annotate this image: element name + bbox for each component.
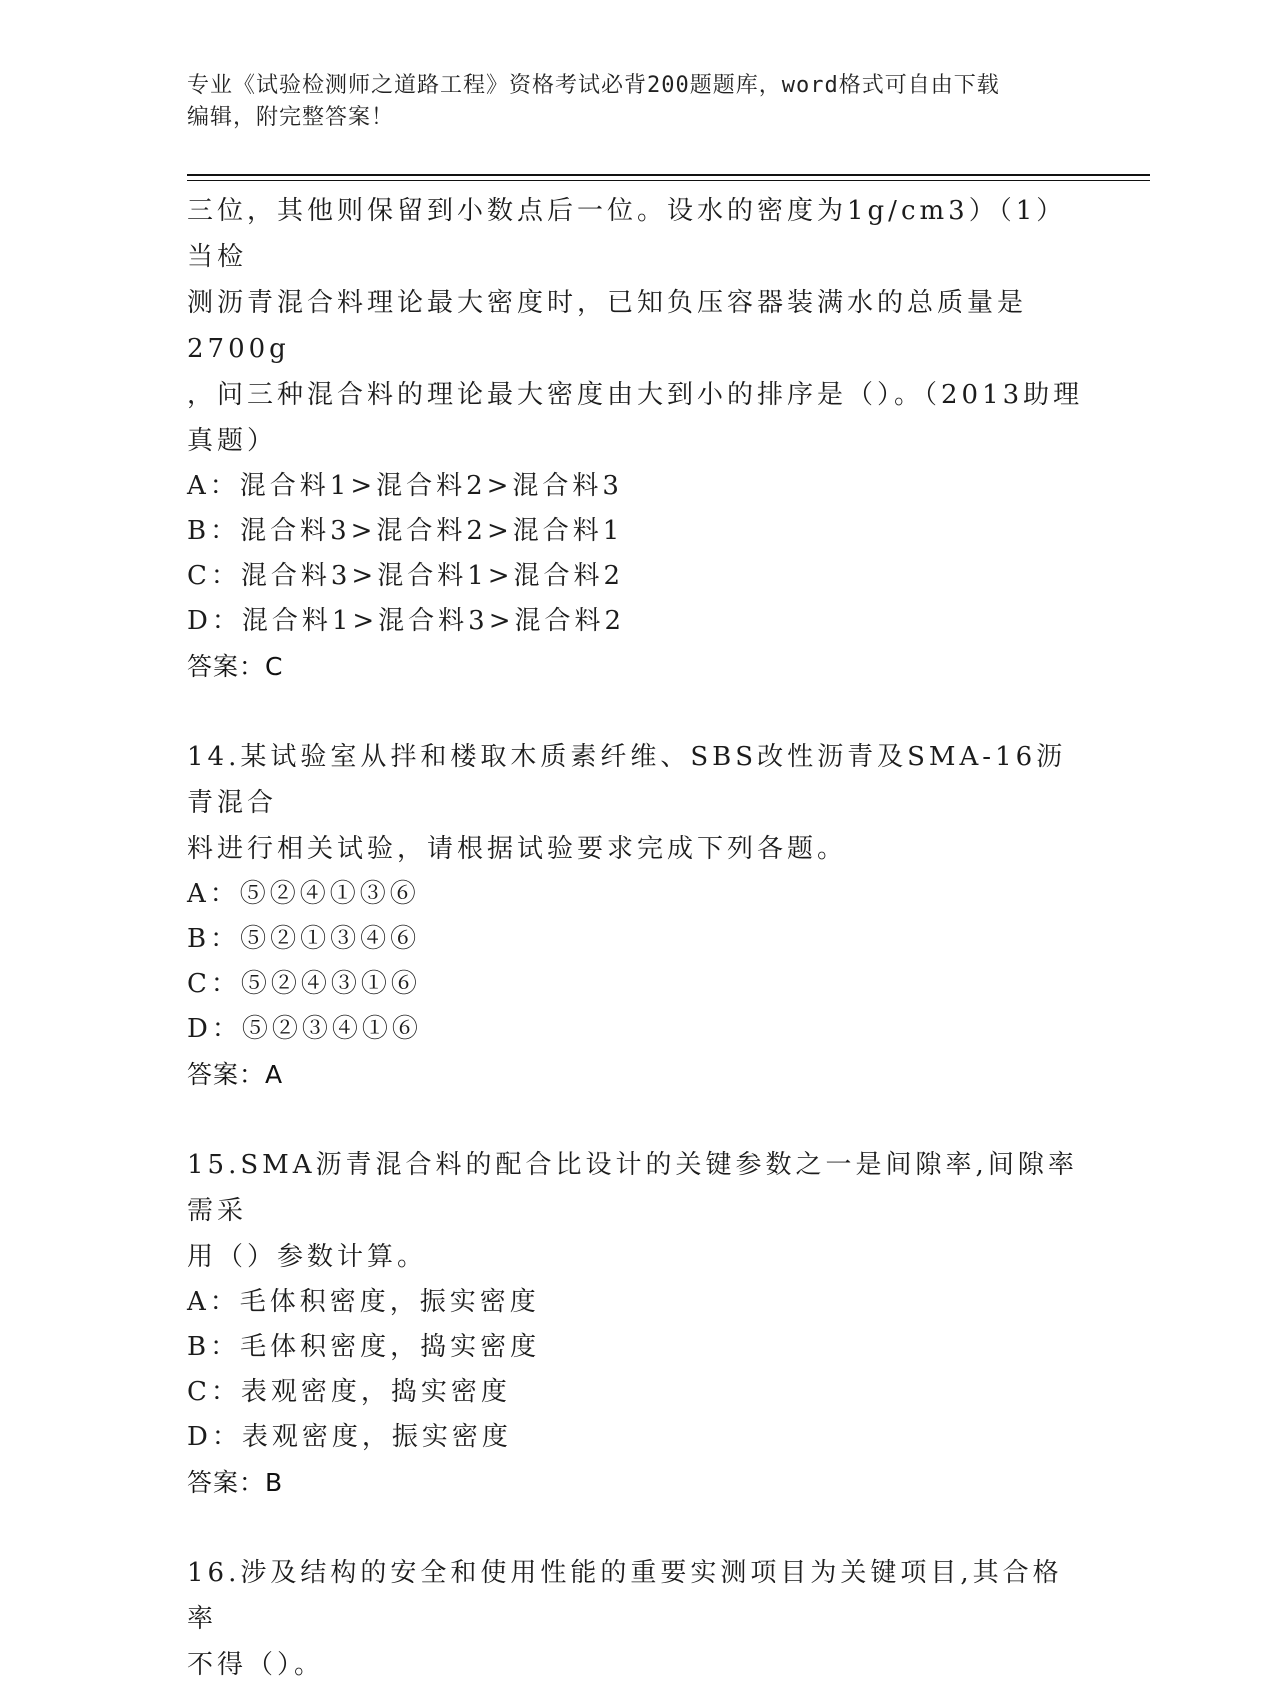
question-stem-line: 用（）参数计算。 — [187, 1242, 428, 1272]
question-15 — [187, 1142, 1087, 1506]
answer-line: 答案：B — [187, 1468, 284, 1497]
option-a: A：毛体积密度，振实密度 — [187, 1287, 540, 1317]
header-line-1: 专业《试验检测师之道路工程》资格考试必背200题题库，word格式可自由下载 — [187, 73, 1000, 98]
question-14 — [187, 734, 1087, 1098]
option-b: B：毛体积密度，捣实密度 — [187, 1332, 541, 1362]
option-a: A：⑤②④①③⑥ — [187, 879, 420, 909]
option-a: A：混合料1>混合料2>混合料3 — [187, 471, 623, 501]
question-16 — [187, 1550, 1087, 1688]
page-header — [187, 70, 1067, 134]
option-c: C：⑤②④③①⑥ — [187, 969, 421, 999]
option-b: B：混合料3>混合料2>混合料1 — [187, 516, 624, 546]
question-stem-line: 不得（）。 — [187, 1650, 325, 1680]
question-stem-line: 三位，其他则保留到小数点后一位。设水的密度为1g/cm3）（1）当检 — [187, 196, 1067, 272]
option-d: D：表观密度，振实密度 — [187, 1422, 512, 1452]
question-stem-line: 料进行相关试验，请根据试验要求完成下列各题。 — [187, 834, 848, 864]
question-stem-line: 16.涉及结构的安全和使用性能的重要实测项目为关键项目,其合格率 — [187, 1558, 1063, 1634]
question-13 — [187, 188, 1087, 690]
question-stem-line: 真题） — [187, 426, 278, 456]
question-stem-line: 15.SMA沥青混合料的配合比设计的关键参数之一是间隙率,间隙率需采 — [187, 1150, 1078, 1226]
question-stem-line: 14.某试验室从拌和楼取木质素纤维、SBS改性沥青及SMA-16沥青混合 — [187, 742, 1067, 818]
header-divider-thin — [187, 180, 1150, 181]
option-b: B：⑤②①③④⑥ — [187, 924, 421, 954]
option-c: C：表观密度，捣实密度 — [187, 1377, 511, 1407]
question-stem-line: ，问三种混合料的理论最大密度由大到小的排序是（）。（2013助理 — [187, 380, 1084, 410]
answer-line: 答案：A — [187, 1060, 284, 1089]
answer-line: 答案：C — [187, 652, 284, 681]
option-d: D：⑤②③④①⑥ — [187, 1014, 422, 1044]
question-list — [187, 188, 1087, 1688]
question-stem-line: 测沥青混合料理论最大密度时，已知负压容器装满水的总质量是2700g — [187, 288, 1028, 364]
header-divider-thick — [187, 174, 1150, 176]
option-c: C：混合料3>混合料1>混合料2 — [187, 561, 625, 591]
option-d: D：混合料1>混合料3>混合料2 — [187, 606, 626, 636]
header-line-2: 编辑，附完整答案！ — [187, 105, 395, 130]
